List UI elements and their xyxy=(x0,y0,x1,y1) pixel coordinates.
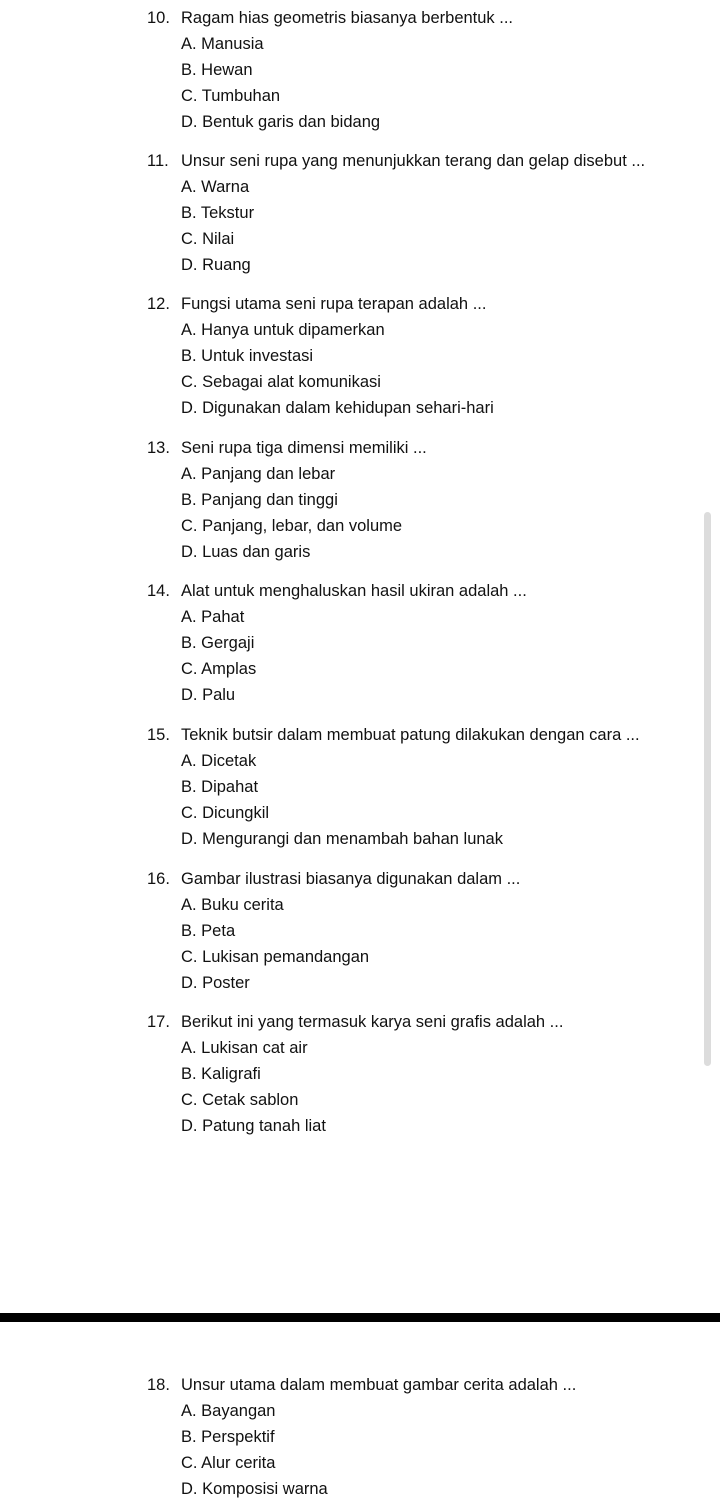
question-number: 10. xyxy=(147,9,170,27)
options-list xyxy=(147,892,707,996)
option-a: A. Buku cerita xyxy=(181,896,284,914)
option-d: D. Palu xyxy=(181,686,236,704)
question-number: 15. xyxy=(147,726,170,744)
option-b: B. Dipahat xyxy=(181,778,259,796)
options-list xyxy=(147,461,707,565)
question-text: Gambar ilustrasi biasanya digunakan dalam ... xyxy=(181,870,521,888)
question-15 xyxy=(147,722,707,852)
option-a: A. Bayangan xyxy=(181,1402,276,1420)
question-15-stem xyxy=(147,722,707,748)
option-d: D. Digunakan dalam kehidupan sehari-hari xyxy=(181,399,494,417)
question-text: Seni rupa tiga dimensi memiliki ... xyxy=(181,439,427,457)
question-number: 13. xyxy=(147,439,170,457)
option-c: C. Panjang, lebar, dan volume xyxy=(181,517,403,535)
option-b: B. Hewan xyxy=(181,61,253,79)
question-10 xyxy=(147,5,707,135)
option-a: A. Pahat xyxy=(181,608,245,626)
question-12-stem xyxy=(147,291,707,317)
options-list xyxy=(147,748,707,852)
question-10-stem xyxy=(147,5,707,31)
option-a: A. Panjang dan lebar xyxy=(181,465,336,483)
question-13-stem xyxy=(147,435,707,461)
option-c: C. Lukisan pemandangan xyxy=(181,948,370,966)
option-d: D. Luas dan garis xyxy=(181,543,311,561)
option-c: C. Dicungkil xyxy=(181,804,270,822)
question-number: 12. xyxy=(147,295,170,313)
question-text: Teknik butsir dalam membuat patung dilakukan dengan cara ... xyxy=(181,726,640,744)
question-number: 16. xyxy=(147,870,170,888)
question-17-stem xyxy=(147,1009,707,1035)
question-16-stem xyxy=(147,866,707,892)
question-number: 18. xyxy=(147,1376,170,1394)
question-14 xyxy=(147,578,707,708)
option-b: B. Peta xyxy=(181,922,236,940)
option-c: C. Sebagai alat komunikasi xyxy=(181,373,381,391)
options-list xyxy=(147,174,707,278)
option-d: D. Mengurangi dan menambah bahan lunak xyxy=(181,830,503,848)
question-11 xyxy=(147,148,707,278)
option-b: B. Perspektif xyxy=(181,1428,275,1446)
question-number: 11. xyxy=(147,152,169,170)
option-c: C. Amplas xyxy=(181,660,257,678)
option-d: D. Poster xyxy=(181,974,250,992)
question-11-stem xyxy=(147,148,707,174)
option-c: C. Tumbuhan xyxy=(181,87,281,105)
vertical-scrollbar[interactable] xyxy=(704,512,711,1066)
option-d: D. Komposisi warna xyxy=(181,1480,328,1498)
option-c: C. Cetak sablon xyxy=(181,1091,299,1109)
options-list xyxy=(147,31,707,135)
question-14-stem xyxy=(147,578,707,604)
question-number: 14. xyxy=(147,582,170,600)
option-a: A. Hanya untuk dipamerkan xyxy=(181,321,385,339)
option-b: B. Untuk investasi xyxy=(181,347,314,365)
option-d: D. Ruang xyxy=(181,256,251,274)
option-b: B. Tekstur xyxy=(181,204,255,222)
question-text: Berikut ini yang termasuk karya seni grafis adalah ... xyxy=(181,1013,564,1031)
option-a: A. Warna xyxy=(181,178,250,196)
option-a: A. Manusia xyxy=(181,35,264,53)
option-b: B. Panjang dan tinggi xyxy=(181,491,338,509)
question-18 xyxy=(147,1372,707,1502)
option-d: D. Bentuk garis dan bidang xyxy=(181,113,381,131)
question-number: 17. xyxy=(147,1013,170,1031)
option-b: B. Kaligrafi xyxy=(181,1065,261,1083)
question-13 xyxy=(147,435,707,565)
option-a: A. Lukisan cat air xyxy=(181,1039,308,1057)
question-text: Unsur seni rupa yang menunjukkan terang dan gelap disebut ... xyxy=(181,152,646,170)
question-18-stem xyxy=(147,1372,707,1398)
options-list xyxy=(147,317,707,421)
question-12 xyxy=(147,291,707,421)
option-d: D. Patung tanah liat xyxy=(181,1117,326,1135)
options-list xyxy=(147,1398,707,1502)
options-list xyxy=(147,604,707,708)
question-text: Unsur utama dalam membuat gambar cerita adalah ... xyxy=(181,1376,577,1394)
question-17 xyxy=(147,1009,707,1139)
page-divider xyxy=(0,1313,720,1322)
option-c: C. Nilai xyxy=(181,230,235,248)
question-16 xyxy=(147,866,707,996)
option-c: C. Alur cerita xyxy=(181,1454,276,1472)
option-b: B. Gergaji xyxy=(181,634,255,652)
options-list xyxy=(147,1035,707,1139)
question-text: Alat untuk menghaluskan hasil ukiran adalah ... xyxy=(181,582,527,600)
question-text: Ragam hias geometris biasanya berbentuk ... xyxy=(181,9,514,27)
question-text: Fungsi utama seni rupa terapan adalah ... xyxy=(181,295,487,313)
option-a: A. Dicetak xyxy=(181,752,257,770)
